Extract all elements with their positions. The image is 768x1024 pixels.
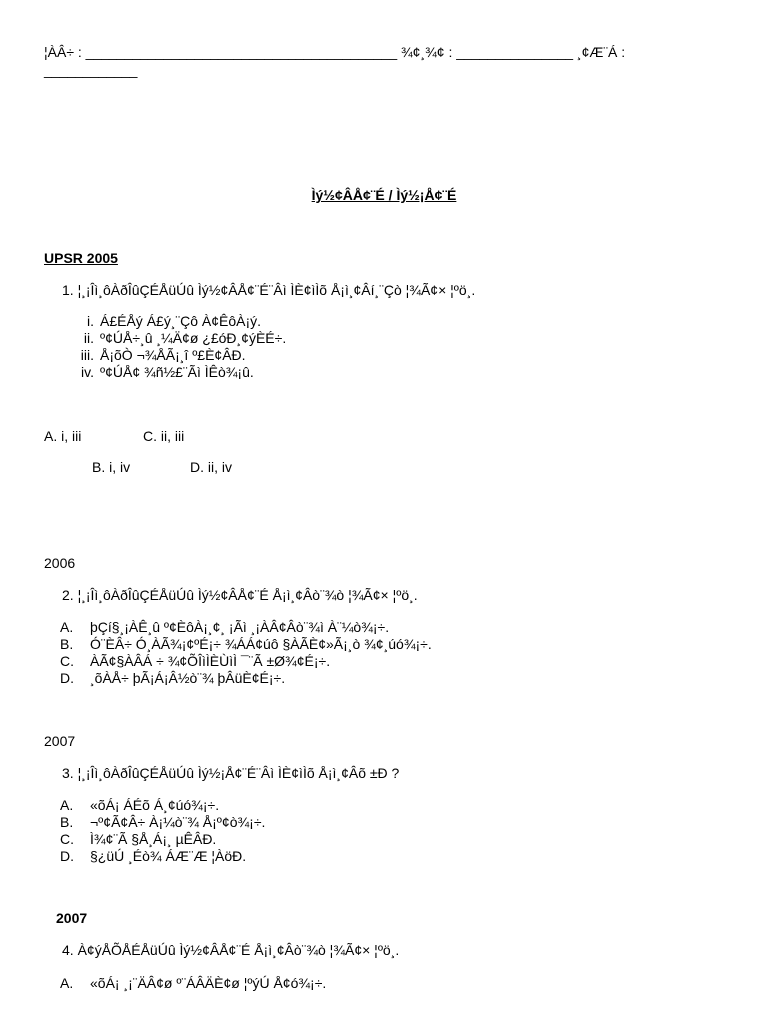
option-row — [60, 848, 246, 864]
page-title: Ìý½¢ÂÅ¢¨É / Ìý½¡Å¢¨É — [311, 187, 457, 203]
item-text: º¢ÚÅ¢ ¾ñ½£¨Ãì ÌÊò¾¡û. — [100, 364, 254, 380]
section-year: 2007 — [44, 733, 76, 749]
option-row — [60, 831, 216, 847]
header-date-line: ____________ — [44, 62, 138, 78]
choice-a: A. i, iii — [44, 428, 82, 444]
item-number: iii. — [80, 347, 94, 363]
option-row — [60, 619, 389, 635]
option-text: ¸õÀÅ÷ þÃ¡Á¡Â½ò¨¾ þÂüÈ¢É¡÷. — [90, 670, 286, 686]
section-year: 2006 — [44, 555, 76, 571]
item-number: ii. — [83, 330, 94, 346]
option-letter: A. — [60, 975, 74, 991]
choice-d: D. ii, iv — [190, 459, 232, 475]
option-text: ¬º¢Ã¢Â÷ À¡¼ò¨¾ Å¡º¢ò¾¡÷. — [90, 814, 266, 830]
option-row — [60, 670, 285, 686]
list-item — [60, 330, 286, 346]
header-name-line: ¦ÀÂ÷ : ________________________________________ ¾¢¸¾¢ : _______________ ¸¢Æ¨Á : — [44, 44, 626, 60]
option-letter: A. — [60, 797, 74, 813]
list-item — [60, 364, 254, 380]
section-year: 2007 — [56, 910, 88, 926]
option-letter: B. — [60, 814, 74, 830]
option-text: §¿üÚ ¸Éò¾ ÁÆ¨Æ ¦ÀöÐ. — [90, 848, 247, 864]
section-year: UPSR 2005 — [44, 250, 118, 266]
item-text: º¢ÚÅ÷¸û ¸¼Ä¢ø ¿£óÐ¸¢ýÈÉ÷. — [100, 330, 287, 346]
question-text: 2. ¦¸¡Îì¸ôÀðÎûÇÉÅüÚû Ìý½¢ÂÅ¢¨É Å¡ì¸¢Âò¨¾ò ¦¾Ã¢× ¦ºö¸. — [62, 587, 418, 603]
option-letter: D. — [60, 848, 74, 864]
option-row — [60, 636, 432, 652]
option-letter: B. — [60, 636, 74, 652]
choice-c: C. ii, iii — [143, 428, 185, 444]
option-letter: D. — [60, 670, 74, 686]
option-letter: A. — [60, 619, 74, 635]
option-letter: C. — [60, 831, 74, 847]
question-text: 3. ¦¸¡Îì¸ôÀðÎûÇÉÅüÚû Ìý½¡Å¢¨É¨Âì ÌÈ¢ìÌõ Å¡ì¸¢Âõ ±Ð ? — [62, 765, 400, 781]
item-number: iv. — [81, 364, 94, 380]
option-text: Ì¾¢¨Ã §Å¸Á¡¸ µÊÂÐ. — [90, 831, 217, 847]
item-text: Å¡õÒ ¬¾ÅÃ¡¸î º£È¢ÂÐ. — [100, 347, 246, 363]
choice-b: B. i, iv — [92, 459, 131, 475]
option-text: «õÁ¡ ÁÉõ Á¸¢úó¾¡÷. — [90, 797, 220, 813]
option-text: Ó¨ÈÂ÷ Ó¸ÀÃ¾¡¢ºÉ¡÷ ¾ÁÁ¢úô §ÀÃÈ¢»Ã¡¸ò ¾¢¸úó¾¡÷. — [90, 636, 432, 652]
item-number: i. — [87, 313, 94, 329]
list-item — [60, 347, 246, 363]
list-item — [60, 313, 261, 329]
option-row — [60, 814, 265, 830]
option-row — [60, 975, 326, 991]
question-text: 1. ¦¸¡Îì¸ôÀðÎûÇÉÅüÚû Ìý½¢ÂÅ¢¨É¨Âì ÌÈ¢ìÌõ Å¡ì¸¢Âí¸¨Çò ¦¾Ã¢× ¦ºö¸. — [62, 282, 476, 298]
option-letter: C. — [60, 653, 74, 669]
option-text: þÇí§¸¡ÀÊ¸û º¢ÈôÀ¡¸¢¸ ¡Ãì ¸¡ÀÂ¢Âò¨¾ì À¨¼ò¾¡÷. — [90, 619, 390, 635]
option-row — [60, 797, 219, 813]
option-text: ÀÃ¢§ÀÂÁ ÷ ¾¢ÕÎìÌÈÙìÌ ¯¨Ã ±Ø¾¢É¡÷. — [90, 653, 331, 669]
item-text: Á£ÉÅý Á£ý¸¨Çô À¢ÊôÀ¡ý. — [100, 313, 262, 329]
option-text: «õÁ¡ ¸¡¨ÄÂ¢ø º¨ÁÂÄÈ¢ø ¦ºýÚ Å¢ó¾¡÷. — [90, 975, 327, 991]
question-text: 4. À¢ýÅÕÅÉÅüÚû Ìý½¢ÂÅ¢¨É Å¡ì¸¢Âò¨¾ò ¦¾Ã¢× ¦ºö¸. — [62, 942, 400, 958]
option-row — [60, 653, 330, 669]
